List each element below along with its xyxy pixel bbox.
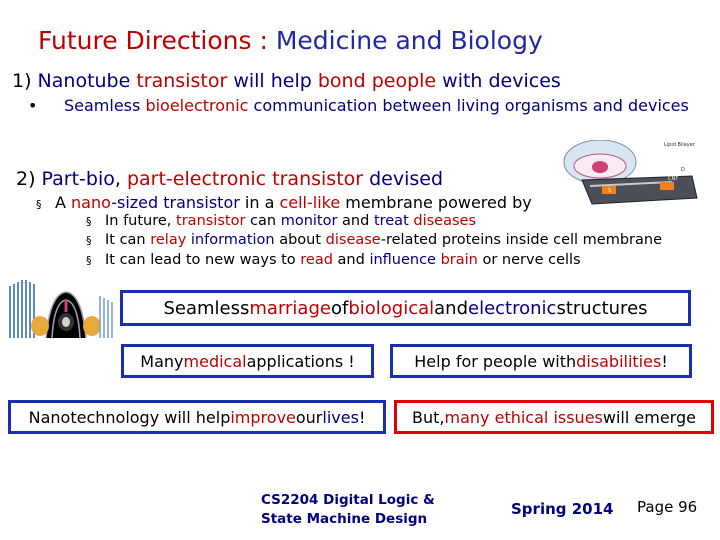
seamless-marriage-box — [120, 290, 691, 326]
point-2-keyword: part-electronic transistor — [126, 168, 364, 190]
box-text: Many — [140, 351, 184, 371]
drain-label: D — [681, 167, 685, 173]
bullet-1 — [28, 96, 689, 115]
sub-bullet-text: A — [55, 193, 72, 212]
point-1-keyword: transistor — [136, 70, 228, 92]
box-text: applications ! — [246, 351, 355, 371]
point-2-keyword: Part-bio — [41, 168, 115, 190]
sub-item-text: and — [337, 213, 374, 229]
sub-item-keyword: read — [300, 252, 333, 268]
sub-item-text: can — [245, 213, 281, 229]
sub-item-text: It can — [105, 232, 151, 248]
box-keyword: disabilities — [576, 351, 662, 371]
sub-item-mark: § — [86, 254, 92, 267]
point-1-keyword: bond — [317, 70, 366, 92]
page-number: Page 96 — [637, 498, 698, 516]
bullet-dot: • — [28, 96, 38, 115]
nanotechnology-box — [8, 400, 386, 434]
point-2-text: devised — [363, 168, 444, 190]
point-1-keyword: people — [371, 70, 437, 92]
box-keyword: marriage — [249, 297, 331, 319]
sub-item-1 — [86, 213, 476, 229]
sub-bullet-keyword: cell-like — [279, 193, 341, 212]
box-text: But, — [412, 407, 445, 427]
sub-item-keyword: relay — [150, 232, 187, 248]
box-keyword: many ethical issues — [444, 407, 603, 427]
sub-item-3 — [86, 252, 581, 268]
box-keyword: electronic — [468, 297, 557, 319]
point-1 — [12, 70, 561, 92]
sub-item-mark: § — [86, 215, 92, 228]
box-text: of — [330, 297, 349, 319]
point-1-keyword: devices — [488, 70, 561, 92]
source-label: S — [608, 188, 612, 194]
footer-term: Spring 2014 — [511, 500, 614, 518]
sub-item-keyword: treat — [373, 213, 409, 229]
box-keyword: improve — [230, 407, 296, 427]
box-keyword: medical — [183, 351, 247, 371]
lipid-bilayer-label: Lipid Bilayer — [664, 142, 695, 148]
medical-applications-box — [121, 344, 374, 378]
point-1-text: Nanotube — [37, 70, 137, 92]
box-keyword: lives — [322, 407, 359, 427]
sub-item-keyword: diseases — [413, 213, 476, 229]
sub-item-text: about — [274, 232, 326, 248]
cell-membrane-transistor-image — [552, 140, 702, 210]
footer-course: CS2204 Digital Logic & State Machine Design — [261, 492, 435, 527]
bullet-1-text: communication between living organisms and devices — [248, 96, 689, 115]
box-text: and — [434, 297, 469, 319]
slide-title — [38, 26, 543, 55]
sub-bullet-keyword: nano — [71, 193, 112, 212]
sub-item-keyword: transistor — [176, 213, 246, 229]
disabilities-box — [390, 344, 692, 378]
point-1-text: will help — [227, 70, 318, 92]
sub-bullet-mark: § — [36, 198, 42, 211]
sub-item-keyword: monitor — [280, 213, 338, 229]
box-text: ! — [661, 351, 668, 371]
nanotube-membrane-image — [6, 274, 118, 338]
sub-item-text: It can lead to new ways to — [105, 252, 301, 268]
sub-item-text: In future, — [105, 213, 177, 229]
sub-item-mark: § — [86, 234, 92, 247]
box-text: structures — [556, 297, 648, 319]
box-text: will emerge — [602, 407, 696, 427]
box-text: ! — [358, 407, 366, 427]
sub-item-keyword: disease — [325, 232, 381, 248]
cnt-label: CNT — [668, 176, 679, 182]
sub-bullet-keyword: transistor — [163, 193, 240, 212]
sub-item-keyword: influence — [369, 252, 436, 268]
point-2-number: 2) — [16, 168, 42, 190]
box-text: Nanotechnology will help — [28, 407, 231, 427]
box-text: Seamless — [163, 297, 250, 319]
sub-bullet-text: in a — [239, 193, 280, 212]
box-keyword: biological — [348, 297, 435, 319]
bullet-1-text: Seamless — [64, 96, 146, 115]
sub-item-text: -related proteins inside cell membrane — [380, 232, 662, 248]
title-part-a: Future Directions : — [38, 26, 276, 55]
sub-item-keyword: information — [190, 232, 275, 248]
sub-item-text: or nerve cells — [477, 252, 581, 268]
sub-item-text: and — [332, 252, 370, 268]
point-1-text: with — [436, 70, 489, 92]
sub-bullet-text: -sized — [111, 193, 164, 212]
ethical-issues-box — [394, 400, 714, 434]
point-2-text: , — [114, 168, 127, 190]
box-text: our — [295, 407, 323, 427]
bullet-1-keyword: bioelectronic — [145, 96, 249, 115]
sub-bullet-text: membrane powered by — [340, 193, 532, 212]
sub-item-keyword: brain — [440, 252, 478, 268]
sub-item-2 — [86, 232, 662, 248]
point-1-number: 1) — [12, 70, 38, 92]
box-text: Help for people with — [414, 351, 577, 371]
sub-bullet — [36, 193, 532, 212]
point-2 — [16, 168, 443, 190]
title-part-b: Medicine and Biology — [275, 26, 543, 55]
